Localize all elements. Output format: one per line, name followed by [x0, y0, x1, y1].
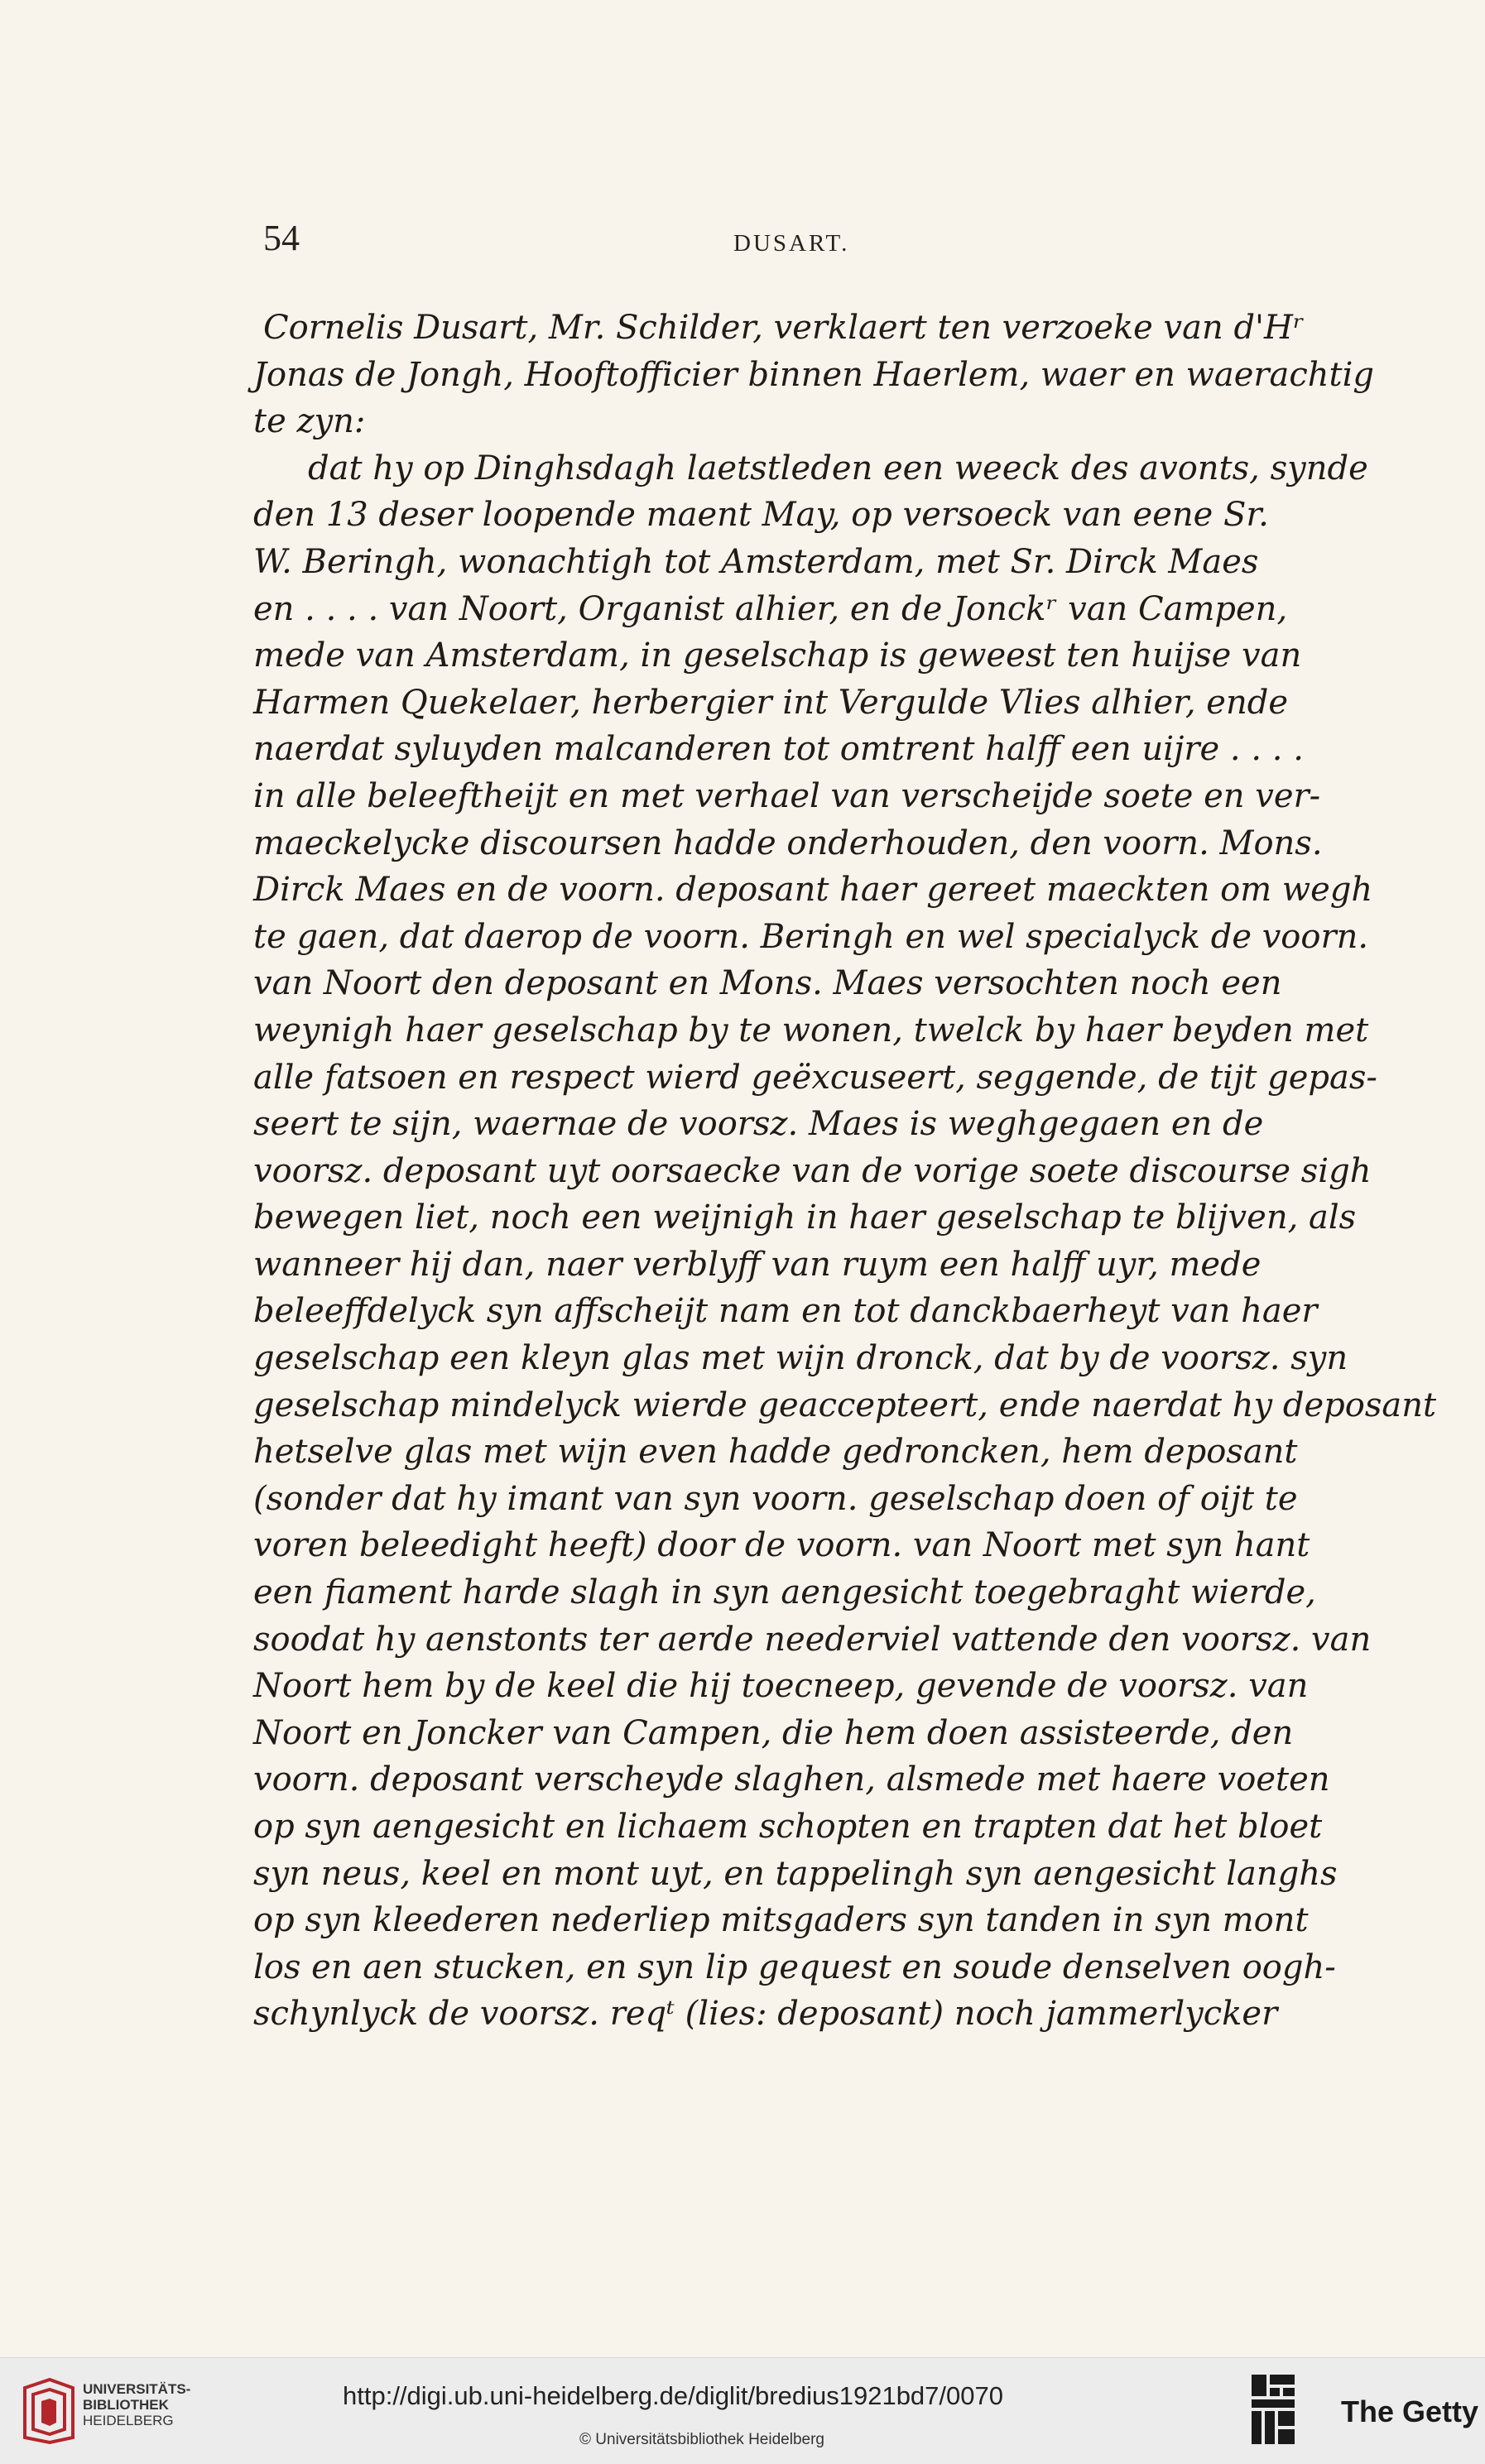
viewer-footer: [0, 2357, 1485, 2464]
text-line: te gaen, dat daerop de voorn. Beringh en wel specialyck de voorn.: [253, 917, 1369, 956]
text-line: syn neus, keel en mont uyt, en tappelingh syn aengesicht langhs: [253, 1854, 1338, 1893]
text-line: van Noort den deposant en Mons. Maes versochten noch een: [253, 964, 1282, 1003]
text-line: Harmen Quekelaer, herbergier int Vergulde Vlies alhier, ende: [253, 683, 1289, 722]
text-line: Noort en Joncker van Campen, die hem doen assisteerde, den: [253, 1713, 1294, 1752]
text-line: den 13 deser loopende maent May, op versoeck van eene Sr.: [253, 496, 1269, 535]
text-line: voren beleedight heeft) door de voorn. van Noort met syn hant: [253, 1526, 1310, 1565]
text-line: voorn. deposant verscheyde slaghen, alsmede met haere voeten: [253, 1760, 1330, 1799]
copyright-notice: © Universitätsbibliothek Heidelberg: [579, 2431, 824, 2448]
text-line: mede van Amsterdam, in geselschap is geweest ten huijse van: [253, 636, 1302, 675]
text-line: Dirck Maes en de voorn. deposant haer gereet maeckten om wegh: [253, 871, 1373, 910]
text-line: geselschap een kleyn glas met wijn dronck, dat by de voorsz. syn: [253, 1339, 1348, 1378]
text-line: beleeffdelyck syn affscheijt nam en tot danckbaerheyt van haer: [253, 1292, 1318, 1331]
text-line: W. Beringh, wonachtigh tot Amsterdam, met Sr. Dirck Maes: [253, 542, 1259, 581]
body-text: [253, 305, 1437, 2038]
text-line: Noort hem by de keel die hij toecneep, gevende de voorsz. van: [253, 1667, 1309, 1706]
text-line: soodat hy aenstonts ter aerde neederviel vattende den voorsz. van: [253, 1620, 1372, 1659]
text-line: een fiament harde slagh in syn aengesicht toegebraght wierde,: [253, 1573, 1316, 1612]
text-line: Jonas de Jongh, Hooftofficier binnen Haerlem, waer en waerachtig: [253, 355, 1375, 394]
text-line: op syn aengesicht en lichaem schopten en trapten dat het bloet: [253, 1808, 1323, 1846]
university-library-logo-icon: [20, 2376, 78, 2446]
text-line: in alle beleeftheijt en met verhael van verscheijde soete en ver-: [253, 776, 1321, 815]
running-head: DUSART.: [733, 230, 850, 257]
getty-logo-icon: [1250, 2373, 1296, 2447]
library-name-line: UNIVERSITÄTS-: [83, 2381, 191, 2397]
page-number: 54: [263, 218, 300, 258]
text-line: (sonder dat hy imant van syn voorn. geselschap doen of oijt te: [253, 1479, 1298, 1518]
permalink-url[interactable]: http://digi.ub.uni-heidelberg.de/diglit/bredius1921bd7/0070: [343, 2381, 1003, 2410]
text-line: voorsz. deposant uyt oorsaecke van de vorige soete discourse sigh: [253, 1151, 1372, 1190]
text-line: bewegen liet, noch een weijnigh in haer geselschap te blijven, als: [253, 1198, 1357, 1237]
text-line: los en aen stucken, en syn lip gequest en soude denselven oogh-: [253, 1948, 1336, 1986]
library-name-line: BIBLIOTHEK: [83, 2397, 169, 2413]
text-line: alle fatsoen en respect wierd geëxcuseert, seggende, de tijt gepas-: [253, 1058, 1377, 1097]
partner-name: The Getty: [1341, 2394, 1479, 2428]
text-line: en . . . . van Noort, Organist alhier, en de Jonckʳ van Campen,: [253, 589, 1288, 628]
text-line: hetselve glas met wijn even hadde gedroncken, hem deposant: [253, 1433, 1298, 1472]
text-line: wanneer hij dan, naer verblyff van ruym een halff uyr, mede: [253, 1245, 1262, 1284]
library-name-line: HEIDELBERG: [83, 2413, 174, 2428]
text-line: geselschap mindelyck wierde geaccepteert, ende naerdat hy deposant: [253, 1386, 1437, 1424]
text-line: schynlyck de voorsz. reqᵗ (lies: deposant) noch jammerlycker: [253, 1995, 1278, 2034]
text-line: Cornelis Dusart, Mr. Schilder, verklaert ten verzoeke van d'Hʳ: [263, 309, 1305, 347]
page-header: [263, 217, 1339, 267]
text-line: dat hy op Dinghsdagh laetstleden een weeck des avonts, synde: [308, 449, 1368, 488]
text-line: naerdat syluyden malcanderen tot omtrent halff een uijre . . . .: [253, 730, 1304, 769]
library-name: [83, 2381, 190, 2428]
text-line: maeckelycke discoursen hadde onderhouden, den voorn. Mons.: [253, 824, 1323, 862]
text-line: te zyn:: [253, 402, 366, 441]
text-line: weynigh haer geselschap by te wonen, twelck by haer beyden met: [253, 1011, 1369, 1049]
text-line: op syn kleederen nederliep mitsgaders syn tanden in syn mont: [253, 1901, 1309, 1940]
text-line: seert te sijn, waernae de voorsz. Maes is weghgegaen en de: [253, 1105, 1264, 1144]
